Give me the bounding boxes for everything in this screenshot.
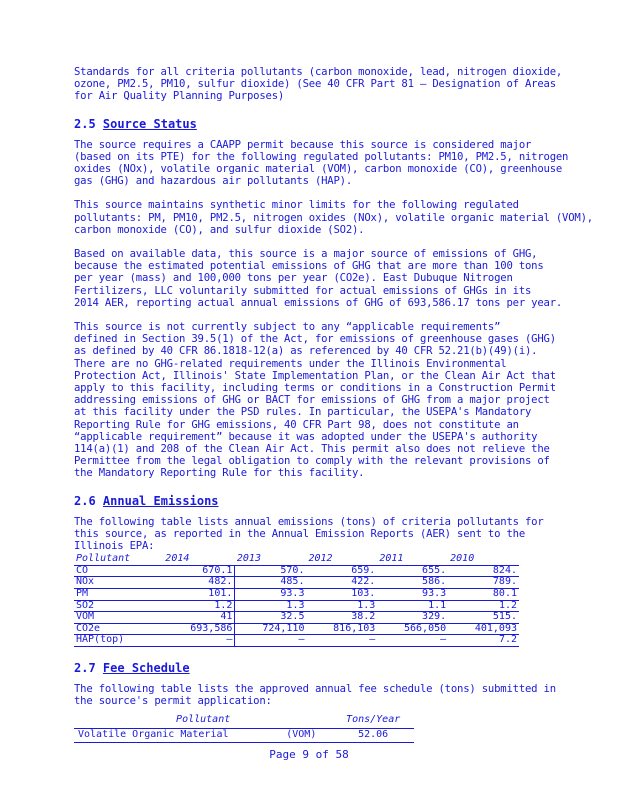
text-line: at this facility under the PSD rules. In particular, the USEPA's Mandatory — [74, 406, 532, 419]
table-row — [74, 729, 414, 743]
table-row — [74, 635, 519, 647]
section-heading-annual-emissions — [74, 494, 594, 508]
section-number: 2.6 — [74, 493, 96, 508]
section-heading-fee-schedule — [74, 661, 594, 675]
section-title: Source Status — [102, 116, 197, 131]
value-cell: 693,586 — [163, 623, 235, 635]
table-row — [74, 623, 519, 635]
col-header-2010: 2010 — [448, 554, 519, 565]
annual-emissions-paragraph — [74, 516, 594, 553]
pollutant-cell: CO2e — [74, 623, 163, 635]
text-line: as defined by 40 CFR 86.1818-12(a) as referenced by 40 CFR 52.21(b)(49)(i). — [74, 345, 538, 358]
value-cell: – — [163, 635, 235, 647]
section-title: Annual Emissions — [102, 493, 219, 508]
text-line: gas (GHG) and hazardous air pollutants (HAP). — [74, 175, 353, 188]
text-line: oxides (NOx), volatile organic material (VOM), carbon monoxide (CO), greenhouse — [74, 163, 563, 176]
value-cell: 655. — [377, 565, 448, 577]
text-line: (based on its PTE) for the following regulated pollutants: PM10, PM2.5, nitrogen — [74, 150, 569, 163]
text-line: pollutants: PM, PM10, PM2.5, nitrogen oxides (NOx), volatile organic material (VOM), — [74, 211, 593, 224]
source-status-paragraph-4 — [74, 321, 594, 480]
value-cell: 422. — [306, 577, 377, 589]
fee-pollutant-abbrev: (VOM) — [282, 729, 332, 743]
text-line: The following table lists the approved annual fee schedule (tons) submitted in — [74, 683, 556, 696]
col-header-2011: 2011 — [377, 554, 448, 565]
value-cell: 103. — [306, 589, 377, 601]
value-cell: 329. — [377, 612, 448, 624]
text-line: This source is not currently subject to any “applicable requirements” — [74, 321, 501, 334]
value-cell: 570. — [235, 565, 307, 577]
text-line: Protection Act, Illinois' State Implementation Plan, or the Clean Air Act that — [74, 369, 556, 382]
text-line: 2014 AER, reporting actual annual emissions of GHG of 693,586.17 tons per year. — [74, 296, 563, 309]
source-status-paragraph-2 — [74, 199, 594, 236]
value-cell: 515. — [448, 612, 519, 624]
intro-paragraph — [74, 66, 594, 103]
value-cell: 1.2 — [163, 600, 235, 612]
value-cell: 101. — [163, 589, 235, 601]
value-cell: 7.2 — [448, 635, 519, 647]
value-cell: – — [306, 635, 377, 647]
value-cell: 586. — [377, 577, 448, 589]
text-line: ozone, PM2.5, PM10, sulfur dioxide) (See 40 CFR Part 81 – Designation of Areas — [74, 78, 556, 91]
value-cell: 41 — [163, 612, 235, 624]
table-row — [74, 565, 519, 577]
text-line: There are no GHG-related requirements under the Illinois Environmental — [74, 357, 507, 370]
value-cell: 670.1 — [163, 565, 235, 577]
value-cell: 482. — [163, 577, 235, 589]
text-line: because the estimated potential emissions of GHG that are more than 100 tons — [74, 260, 544, 273]
col-header-pollutant: Pollutant — [74, 713, 332, 728]
col-header-2012: 2012 — [306, 554, 377, 565]
pollutant-cell: NOx — [74, 577, 163, 589]
value-cell: 1.2 — [448, 600, 519, 612]
table-row — [74, 577, 519, 589]
source-status-paragraph-1 — [74, 139, 594, 188]
text-line: Reporting Rule for GHG emissions, 40 CFR Part 98, does not constitute an — [74, 418, 519, 431]
value-cell: 485. — [235, 577, 307, 589]
text-line: This source maintains synthetic minor limits for the following regulated — [74, 199, 519, 212]
table-header-row — [74, 713, 414, 728]
text-line: Illinois EPA: — [74, 540, 155, 553]
table-header-row — [74, 554, 519, 565]
pollutant-cell: HAP(top) — [74, 635, 163, 647]
value-cell: 659. — [306, 565, 377, 577]
col-header-2014: 2014 — [163, 554, 235, 565]
text-line: defined in Section 39.5(1) of the Act, for emissions of greenhouse gases (GHG) — [74, 333, 556, 346]
value-cell: 724,110 — [235, 623, 307, 635]
value-cell: 38.2 — [306, 612, 377, 624]
value-cell: 789. — [448, 577, 519, 589]
text-line: “applicable requirement” because it was adopted under the USEPA's authority — [74, 430, 538, 443]
col-header-pollutant: Pollutant — [74, 554, 163, 565]
text-line: the source's permit application: — [74, 695, 272, 708]
text-line: carbon monoxide (CO), and sulfur dioxide (SO2). — [74, 223, 365, 236]
fee-pollutant-name: Volatile Organic Material — [74, 729, 282, 743]
value-cell: 93.3 — [235, 589, 307, 601]
value-cell: 32.5 — [235, 612, 307, 624]
value-cell: 80.1 — [448, 589, 519, 601]
fee-schedule-table — [74, 713, 414, 742]
fee-tons-value: 52.06 — [332, 729, 414, 743]
annual-emissions-table — [74, 554, 519, 647]
page-number: Page 9 of 58 — [269, 748, 349, 761]
section-number: 2.7 — [74, 661, 96, 676]
value-cell: 1.3 — [235, 600, 307, 612]
value-cell: 401,093 — [448, 623, 519, 635]
source-status-paragraph-3 — [74, 248, 594, 309]
value-cell: 816,103 — [306, 623, 377, 635]
col-header-tons-per-year: Tons/Year — [332, 713, 414, 728]
text-line: for Air Quality Planning Purposes) — [74, 90, 285, 103]
text-line: addressing emissions of GHG or BACT for emissions of GHG from a major project — [74, 394, 550, 407]
text-line: Standards for all criteria pollutants (carbon monoxide, lead, nitrogen dioxide, — [74, 66, 563, 78]
text-line: Permittee from the legal obligation to comply with the relevant provisions of — [74, 455, 550, 468]
col-header-2013: 2013 — [235, 554, 307, 565]
pollutant-cell: PM — [74, 589, 163, 601]
value-cell: – — [235, 635, 307, 647]
pollutant-cell: SO2 — [74, 600, 163, 612]
text-line: Based on available data, this source is a major source of emissions of GHG, — [74, 248, 538, 261]
text-line: The following table lists annual emissions (tons) of criteria pollutants for — [74, 515, 544, 528]
text-line: The source requires a CAAPP permit because this source is considered major — [74, 138, 532, 151]
text-line: this source, as reported in the Annual Emission Reports (AER) sent to the — [74, 527, 525, 540]
value-cell: 1.1 — [377, 600, 448, 612]
value-cell: 1.3 — [306, 600, 377, 612]
text-line: 114(a)(1) and 208 of the Clean Air Act. This permit also does not relieve the — [74, 443, 550, 456]
text-line: Fertilizers, LLC voluntarily submitted for actual emissions of GHGs in its — [74, 284, 532, 297]
fee-schedule-paragraph — [74, 683, 594, 707]
text-line: the Mandatory Reporting Rule for this facility. — [74, 467, 365, 480]
pollutant-cell: CO — [74, 565, 163, 577]
value-cell: 824. — [448, 565, 519, 577]
value-cell: – — [377, 635, 448, 647]
section-number: 2.5 — [74, 116, 96, 131]
value-cell: 566,050 — [377, 623, 448, 635]
table-row — [74, 589, 519, 601]
pollutant-cell: VOM — [74, 612, 163, 624]
document-page — [74, 66, 594, 743]
section-heading-source-status — [74, 117, 594, 131]
table-row — [74, 600, 519, 612]
table-row — [74, 612, 519, 624]
value-cell: 93.3 — [377, 589, 448, 601]
text-line: apply to this facility, including terms or conditions in a Construction Permit — [74, 382, 556, 395]
text-line: per year (mass) and 100,000 tons per year (CO2e). East Dubuque Nitrogen — [74, 272, 513, 285]
section-title: Fee Schedule — [102, 661, 190, 676]
